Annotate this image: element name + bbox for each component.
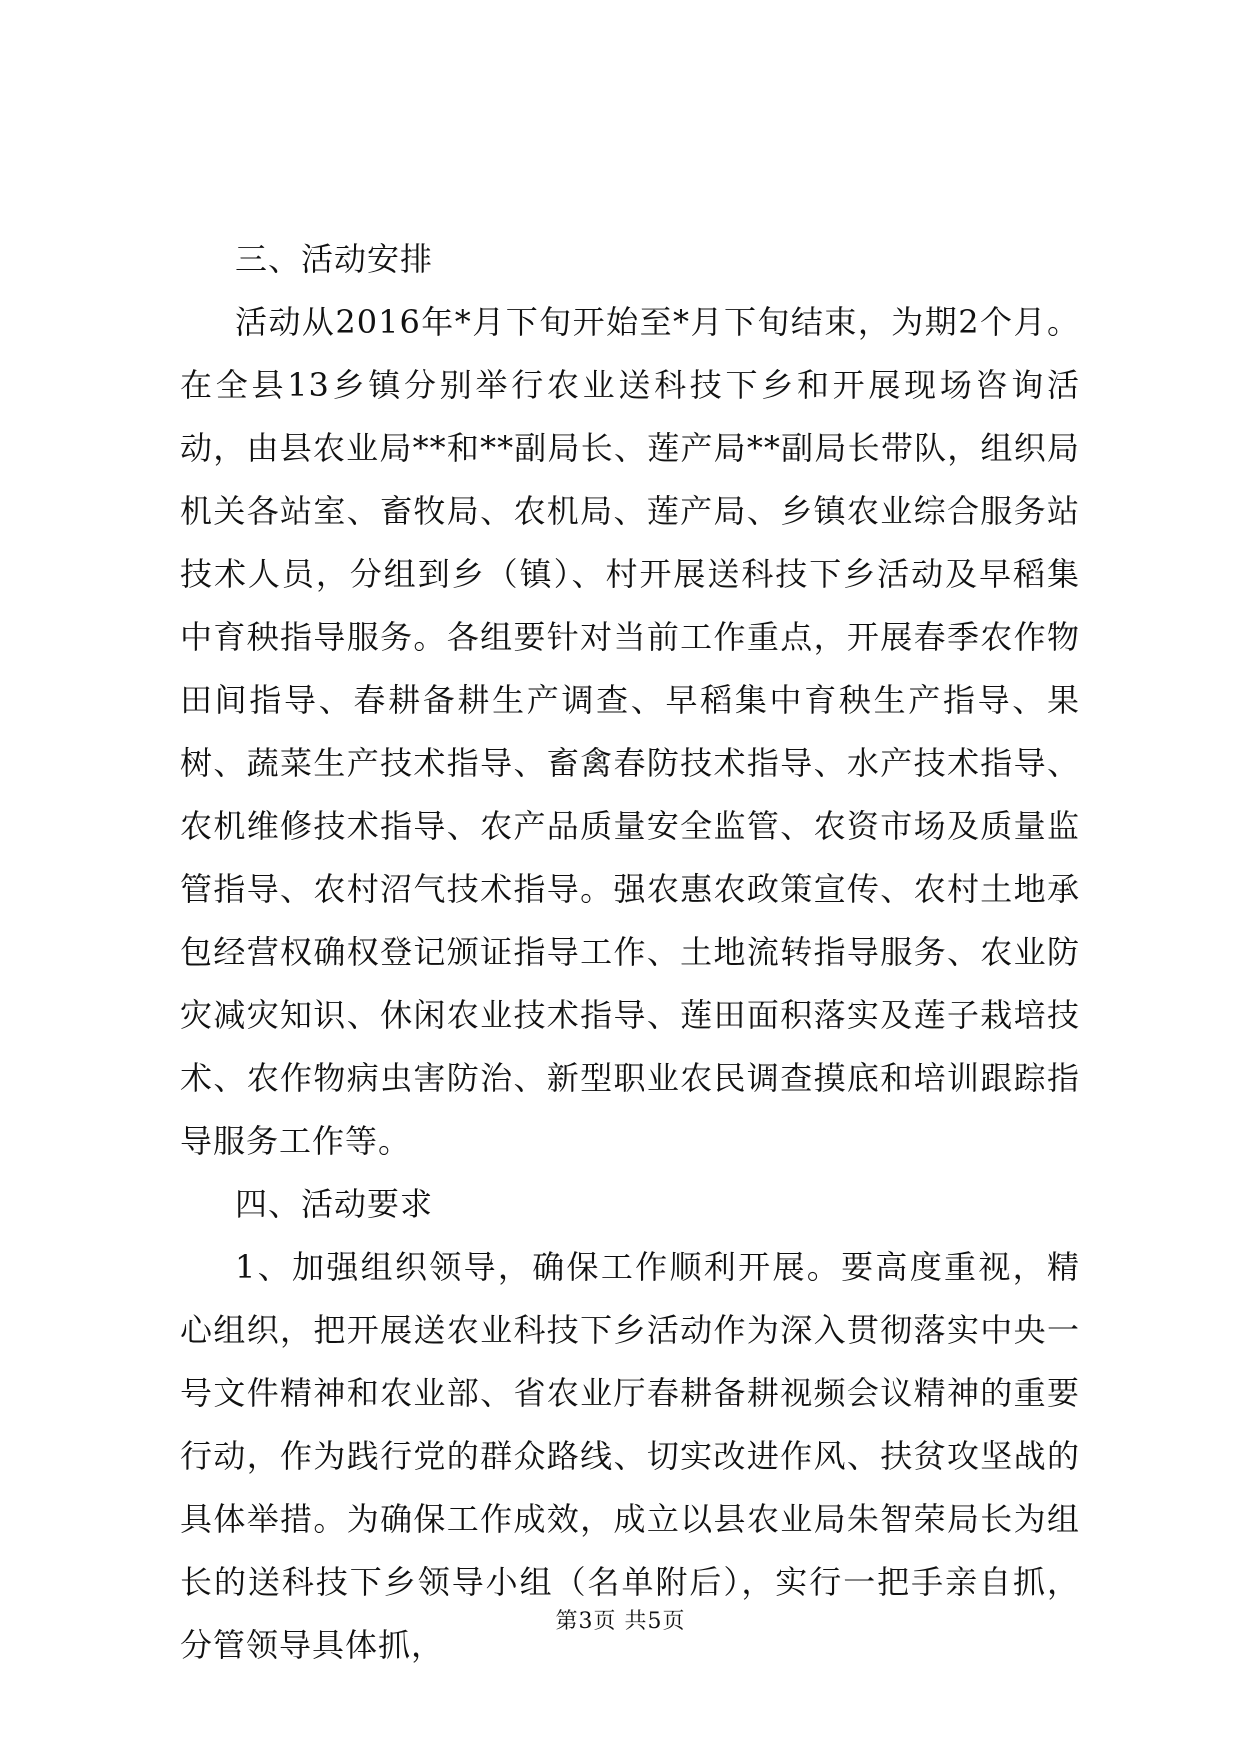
document-body xyxy=(180,228,1080,1677)
section-heading-activity-arrangement: 三、活动安排 xyxy=(235,240,434,278)
requirement-item-1: 1、加强组织领导，确保工作顺利开展。要高度重视，精心组织，把开展送农业科技下乡活动作为深入贯彻落实中央一号文件精神和农业部、省农业厅春耕备耕视频会议精神的重要行动，作为践行党的群众路线、切实改进作风、扶贫攻坚战的具体举措。为确保工作成效，成立以县农业局朱智荣局长为组长的送科技下乡领导小组（名单附后），实行一把手亲自抓，分管领导具体抓， xyxy=(180,1248,1080,1664)
page-number-footer: 第3页 共5页 xyxy=(555,1609,686,1634)
section-heading-activity-requirements: 四、活动要求 xyxy=(235,1185,434,1223)
activity-arrangement-paragraph: 活动从2016年*月下旬开始至*月下旬结束，为期2个月。在全县13乡镇分别举行农业送科技下乡和开展现场咨询活动，由县农业局**和**副局长、莲产局**副局长带队，组织局机关各站室、畜牧局、农机局、莲产局、乡镇农业综合服务站技术人员，分组到乡（镇）、村开展送科技下乡活动及早稻集中育秧指导服务。各组要针对当前工作重点，开展春季农作物田间指导、春耕备耕生产调查、早稻集中育秧生产指导、果树、蔬菜生产技术指导、畜禽春防技术指导、水产技术指导、农机维修技术指导、农产品质量安全监管、农资市场及质量监管指导、农村沼气技术指导。强农惠农政策宣传、农村土地承包经营权确权登记颁证指导工作、土地流转指导服务、农业防灾减灾知识、休闲农业技术指导、莲田面积落实及莲子栽培技术、农作物病虫害防治、新型职业农民调查摸底和培训跟踪指导服务工作等。 xyxy=(180,303,1080,1160)
